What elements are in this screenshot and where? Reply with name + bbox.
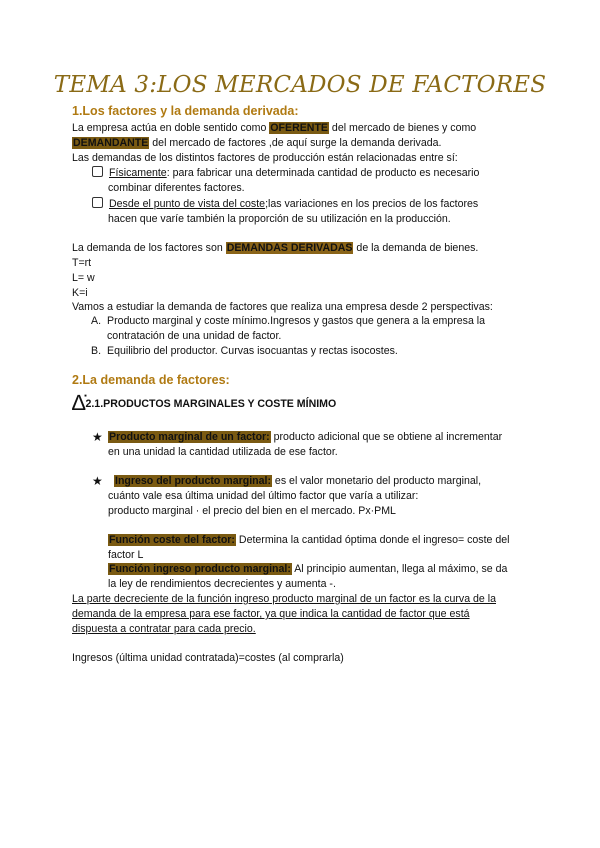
- checkbox-icon[interactable]: [92, 166, 103, 177]
- list-item-a-cont: contratación de una unidad de factor.: [107, 330, 282, 342]
- paragraph-intro: La empresa actúa en doble sentido como OFERENTE del mercado de bienes y como: [72, 122, 477, 134]
- section-1-heading: 1.Los factores y la demanda derivada:: [72, 104, 299, 118]
- paragraph-perspectives: Vamos a estudiar la demanda de factores que realiza una empresa desde 2 perspectivas:: [72, 301, 493, 313]
- highlight-oferente: OFERENTE: [270, 122, 328, 134]
- section-2-heading: 2.La demanda de factores:: [72, 373, 230, 387]
- delta-icon: ∆̇: [72, 390, 86, 415]
- page-title: TEMA 3:LOS MERCADOS DE FACTORES: [53, 72, 547, 98]
- equation-t: T=rt: [72, 257, 92, 269]
- list-item-b: B. Equilibrio del productor. Curvas isocuantas y rectas isocostes.: [91, 345, 398, 357]
- checklist-item-2: Desde el punto de vista del coste;las variaciones en los precios de los factores: [92, 197, 526, 212]
- subsection-heading: ∆̇2.1.PRODUCTOS MARGINALES Y COSTE MÍNIMO: [72, 390, 337, 415]
- list-item-a: A. Producto marginal y coste mínimo.Ingresos y gastos que genera a la empresa la: [91, 315, 486, 327]
- conclusion-line-1: La parte decreciente de la función ingreso producto marginal de un factor es la curva de la: [72, 593, 497, 605]
- highlight-demandas-derivadas: DEMANDAS DERIVADAS: [226, 242, 353, 254]
- funcion-coste: Función coste del factor: Determina la cantidad óptima donde el ingreso= coste del: [109, 534, 510, 546]
- star-icon: ★: [92, 430, 103, 444]
- conclusion-line-2: demanda de la empresa para ese factor, ya que indica la cantidad de factor que está: [72, 608, 470, 620]
- checklist-item-1-cont: combinar diferentes factores.: [108, 182, 245, 194]
- funcion-ingreso: Función ingreso producto marginal: Al principio aumentan, llega al máximo, se da: [109, 563, 508, 575]
- funcion-coste-cont: factor L: [108, 549, 144, 561]
- bullet-ingreso-producto: Ingreso del producto marginal: es el valor monetario del producto marginal,: [115, 475, 482, 487]
- checkbox-icon[interactable]: [92, 197, 103, 208]
- bullet-producto-marginal: Producto marginal de un factor: producto adicional que se obtiene al incrementar: [109, 431, 503, 443]
- paragraph-derived: La demanda de los factores son DEMANDAS DERIVADAS de la demanda de bienes.: [72, 242, 479, 254]
- paragraph-intro-2: DEMANDANTE del mercado de factores ,de aquí surge la demanda derivada.: [73, 137, 442, 149]
- star-icon: ★: [92, 474, 103, 488]
- equation-k: K=i: [72, 287, 88, 299]
- highlight-demandante: DEMANDANTE: [73, 137, 149, 149]
- bullet-producto-marginal-cont: en una unidad la cantidad utilizada de ese factor.: [108, 446, 338, 458]
- conclusion-line-3: dispuesta a contratar para cada precio.: [72, 623, 256, 635]
- funcion-ingreso-cont: la ley de rendimientos decrecientes y aumenta -.: [108, 578, 336, 590]
- checklist-item-1: Físicamente: para fabricar una determinada cantidad de producto es necesario: [92, 166, 526, 181]
- equation-l: L= w: [72, 272, 95, 284]
- paragraph-final: Ingresos (última unidad contratada)=costes (al comprarla): [72, 652, 344, 664]
- bullet-ingreso-producto-formula: producto marginal · el precio del bien en el mercado. Px·PML: [108, 505, 396, 517]
- bullet-ingreso-producto-cont: cuánto vale esa última unidad del último factor que varía a utilizar:: [108, 490, 419, 502]
- paragraph-relations: Las demandas de los distintos factores de producción están relacionadas entre sí:: [72, 152, 458, 164]
- checklist-item-2-cont: hacen que varíe también la proporción de su utilización en la producción.: [108, 213, 451, 225]
